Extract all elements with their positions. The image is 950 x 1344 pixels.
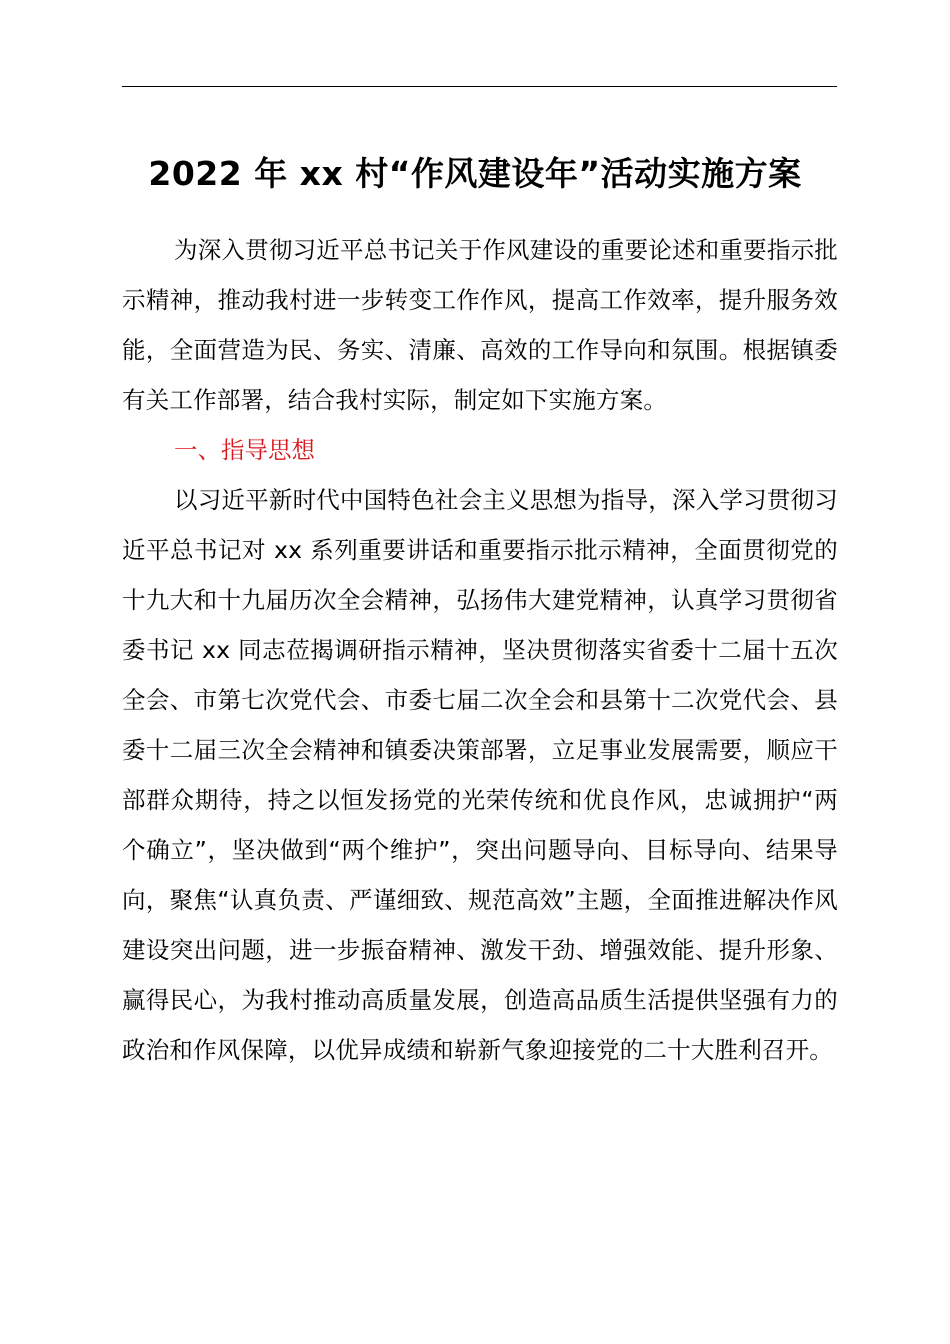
header-divider — [122, 86, 837, 87]
document-title: 2022 年 xx 村“作风建设年”活动实施方案 — [148, 154, 802, 193]
section-guiding-ideology — [122, 425, 838, 1075]
document-body — [122, 225, 838, 1075]
section-heading: 一、指导思想 — [174, 436, 315, 464]
section-paragraph: 以习近平新时代中国特色社会主义思想为指导，深入学习贯彻习近平总书记对 xx 系列重要讲话和重要指示批示精神，全面贯彻党的十九大和十九届历次全会精神，弘扬伟大建党精神，认真学习贯彻省委书记 xx 同志莅揭调研指示精神，坚决贯彻落实省委十二届十五次全会、市第七次党代会、市委七届二次全会和县第十二次党代会、县委十二届三次全会精神和镇委决策部署，立足事业发展需要，顺应干部群众期待，持之以恒发扬党的光荣传统和优良作风，忠诚拥护“两个确立”，坚决做到“两个维护”，突出问题导向、目标导向、结果导向，聚焦“认真负责、严谨细致、规范高效”主题，全面推进解决作风建设突出问题，进一步振奋精神、激发干劲、增强效能、提升形象、赢得民心，为我村推动高质量发展，创造高品质生活提供坚强有力的政治和作风保障，以优异成绩和崭新气象迎接党的二十大胜利召开。 — [122, 486, 838, 1064]
intro-paragraph: 为深入贯彻习近平总书记关于作风建设的重要论述和重要指示批示精神，推动我村进一步转变工作作风，提高工作效率，提升服务效能，全面营造为民、务实、清廉、高效的工作导向和氛围。根据镇委有关工作部署，结合我村实际，制定如下实施方案。 — [122, 236, 838, 414]
